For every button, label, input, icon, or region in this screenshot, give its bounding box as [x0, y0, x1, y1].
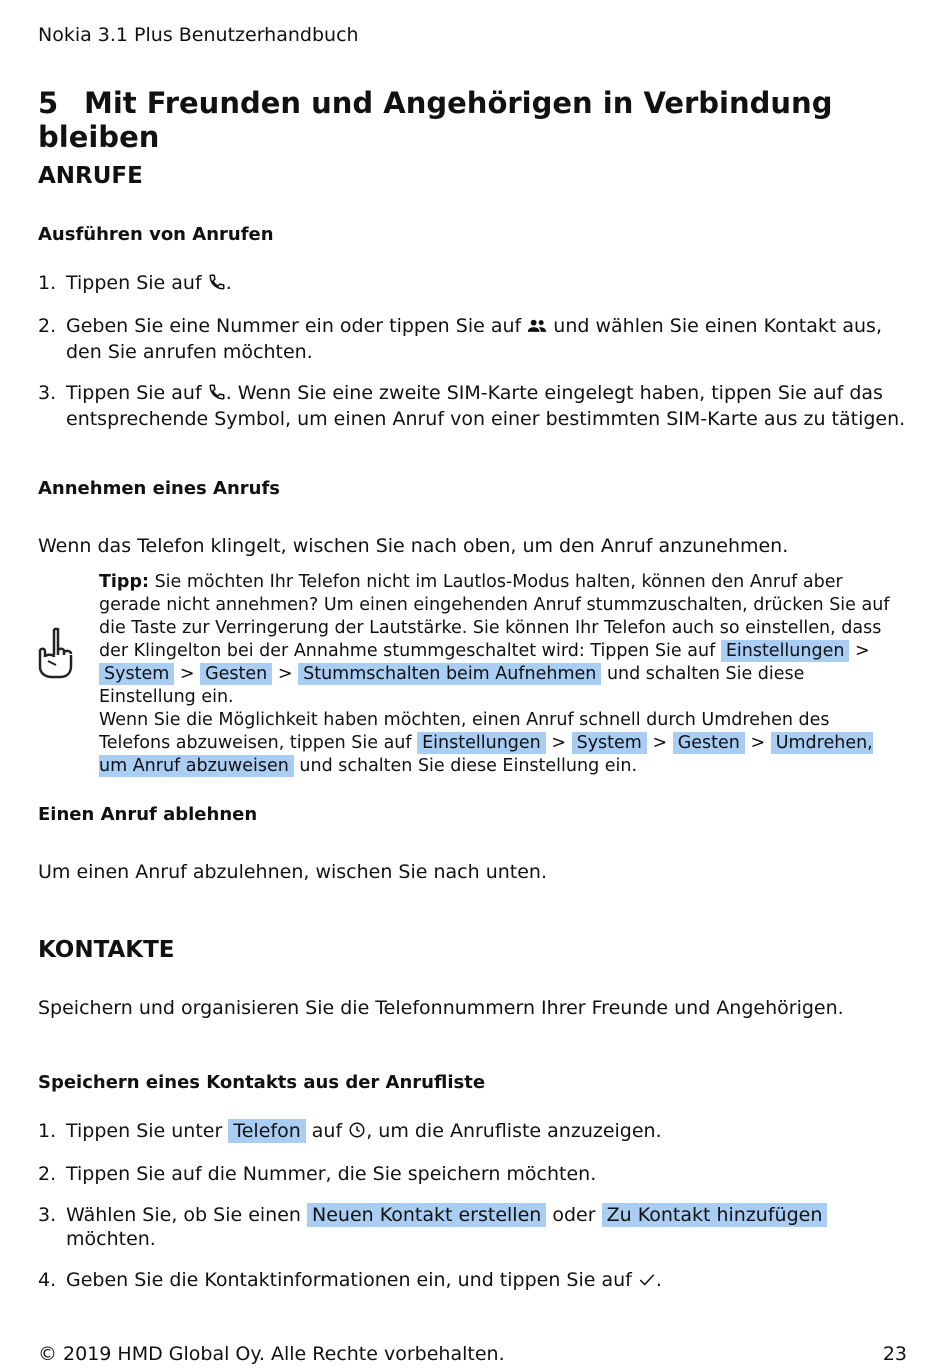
tip-box: Tipp: Sie möchten Ihr Telefon nicht im Lautlos-Modus halten, können den Anruf aber gerade nicht annehmen? Um einen eingehenden Anruf stummzuschalten, drücken Sie auf die Taste zur Verringerung der Lautstärke. Sie können Ihr Telefon auch so einstellen, dass der Klingelton bei der Annahme stummgeschaltet wird: Tippen Sie auf Einstellungen > System > Gesten > Stummschalten beim Aufnehmen und schalten Sie diese Einstellung ein. Wenn Sie die Möglichkeit haben möchten, einen Anruf schnell durch Umdrehen des Telefons abzuweisen, tippen Sie auf Einstellungen > System > Gesten > Umdrehen, um Anruf abzuweisen und schalten Sie diese Einstellung ein.	[99, 572, 890, 776]
tip-label: Tipp:	[99, 572, 149, 592]
section-heading-contacts: KONTAKTE	[38, 937, 175, 963]
mute-on-pickup-label: Stummschalten beim Aufnehmen	[298, 663, 601, 685]
section-heading-calls: ANRUFE	[38, 163, 143, 189]
phone-icon	[208, 273, 226, 297]
checkmark-icon	[638, 1270, 656, 1294]
subheading-making-calls: Ausführen von Anrufen	[38, 224, 274, 245]
pointing-hand-icon	[36, 625, 76, 685]
list-item: 3. Wählen Sie, ob Sie einen Neuen Kontakt erstellen oder Zu Kontakt hinzufügen möchten.	[38, 1203, 918, 1251]
subheading-rejecting-calls: Einen Anruf ablehnen	[38, 804, 258, 825]
page-number: 23	[882, 1343, 907, 1365]
flip-to-reject-label: Umdrehen, um Anruf abzuweisen	[99, 733, 873, 776]
contacts-intro: Speichern und organisieren Sie die Telefonnummern Ihrer Freunde und Angehörigen.	[38, 997, 844, 1019]
list-item: 1. Tippen Sie unter Telefon auf , um die Anrufliste anzuzeigen.	[38, 1119, 918, 1145]
chapter-title-text: Mit Freunden und Angehörigen in Verbindung bleiben	[38, 86, 833, 154]
list-item: 4. Geben Sie die Kontaktinformationen ein, und tippen Sie auf .	[38, 1268, 918, 1294]
rejecting-calls-text: Um einen Anruf abzulehnen, wischen Sie nach unten.	[38, 861, 548, 883]
list-item: 2. Tippen Sie auf die Nummer, die Sie speichern möchten.	[38, 1163, 597, 1185]
system-menu-label: System	[572, 732, 647, 754]
making-calls-steps	[38, 271, 918, 448]
answering-calls-text: Wenn das Telefon klingelt, wischen Sie nach oben, um den Anruf anzunehmen.	[38, 535, 789, 557]
list-item: 1. Tippen Sie auf .	[38, 271, 918, 297]
save-contact-steps	[38, 1119, 918, 1311]
new-contact-option: Neuen Kontakt erstellen	[307, 1203, 546, 1227]
system-menu-label: System	[99, 663, 174, 685]
chapter-number: 5	[38, 86, 59, 120]
phone-icon	[208, 383, 226, 407]
gestures-menu-label: Gesten	[200, 663, 272, 685]
chapter-title	[38, 86, 950, 154]
gestures-menu-label: Gesten	[673, 732, 745, 754]
add-to-contact-option: Zu Kontakt hinzufügen	[602, 1203, 828, 1227]
subheading-answering-calls: Annehmen eines Anrufs	[38, 478, 280, 499]
people-icon	[527, 316, 547, 340]
running-header: Nokia 3.1 Plus Benutzerhandbuch	[38, 24, 359, 46]
list-item: 3. Tippen Sie auf . Wenn Sie eine zweite SIM-Karte eingelegt haben, tippen Sie auf das entsprechende Symbol, um einen Anruf von einer bestimmten SIM-Karte aus zu tätigen.	[38, 382, 906, 430]
list-item: 2. Geben Sie eine Nummer ein oder tippen Sie auf und wählen Sie einen Kontakt aus, den Sie anrufen möchten.	[38, 315, 882, 363]
footer-copyright: © 2019 HMD Global Oy. Alle Rechte vorbehalten.	[38, 1343, 505, 1365]
settings-menu-label: Einstellungen	[417, 732, 546, 754]
clock-icon	[348, 1121, 366, 1145]
subheading-save-contact: Speichern eines Kontakts aus der Anrufliste	[38, 1072, 486, 1093]
phone-app-label: Telefon	[228, 1119, 305, 1143]
settings-menu-label: Einstellungen	[721, 640, 850, 662]
